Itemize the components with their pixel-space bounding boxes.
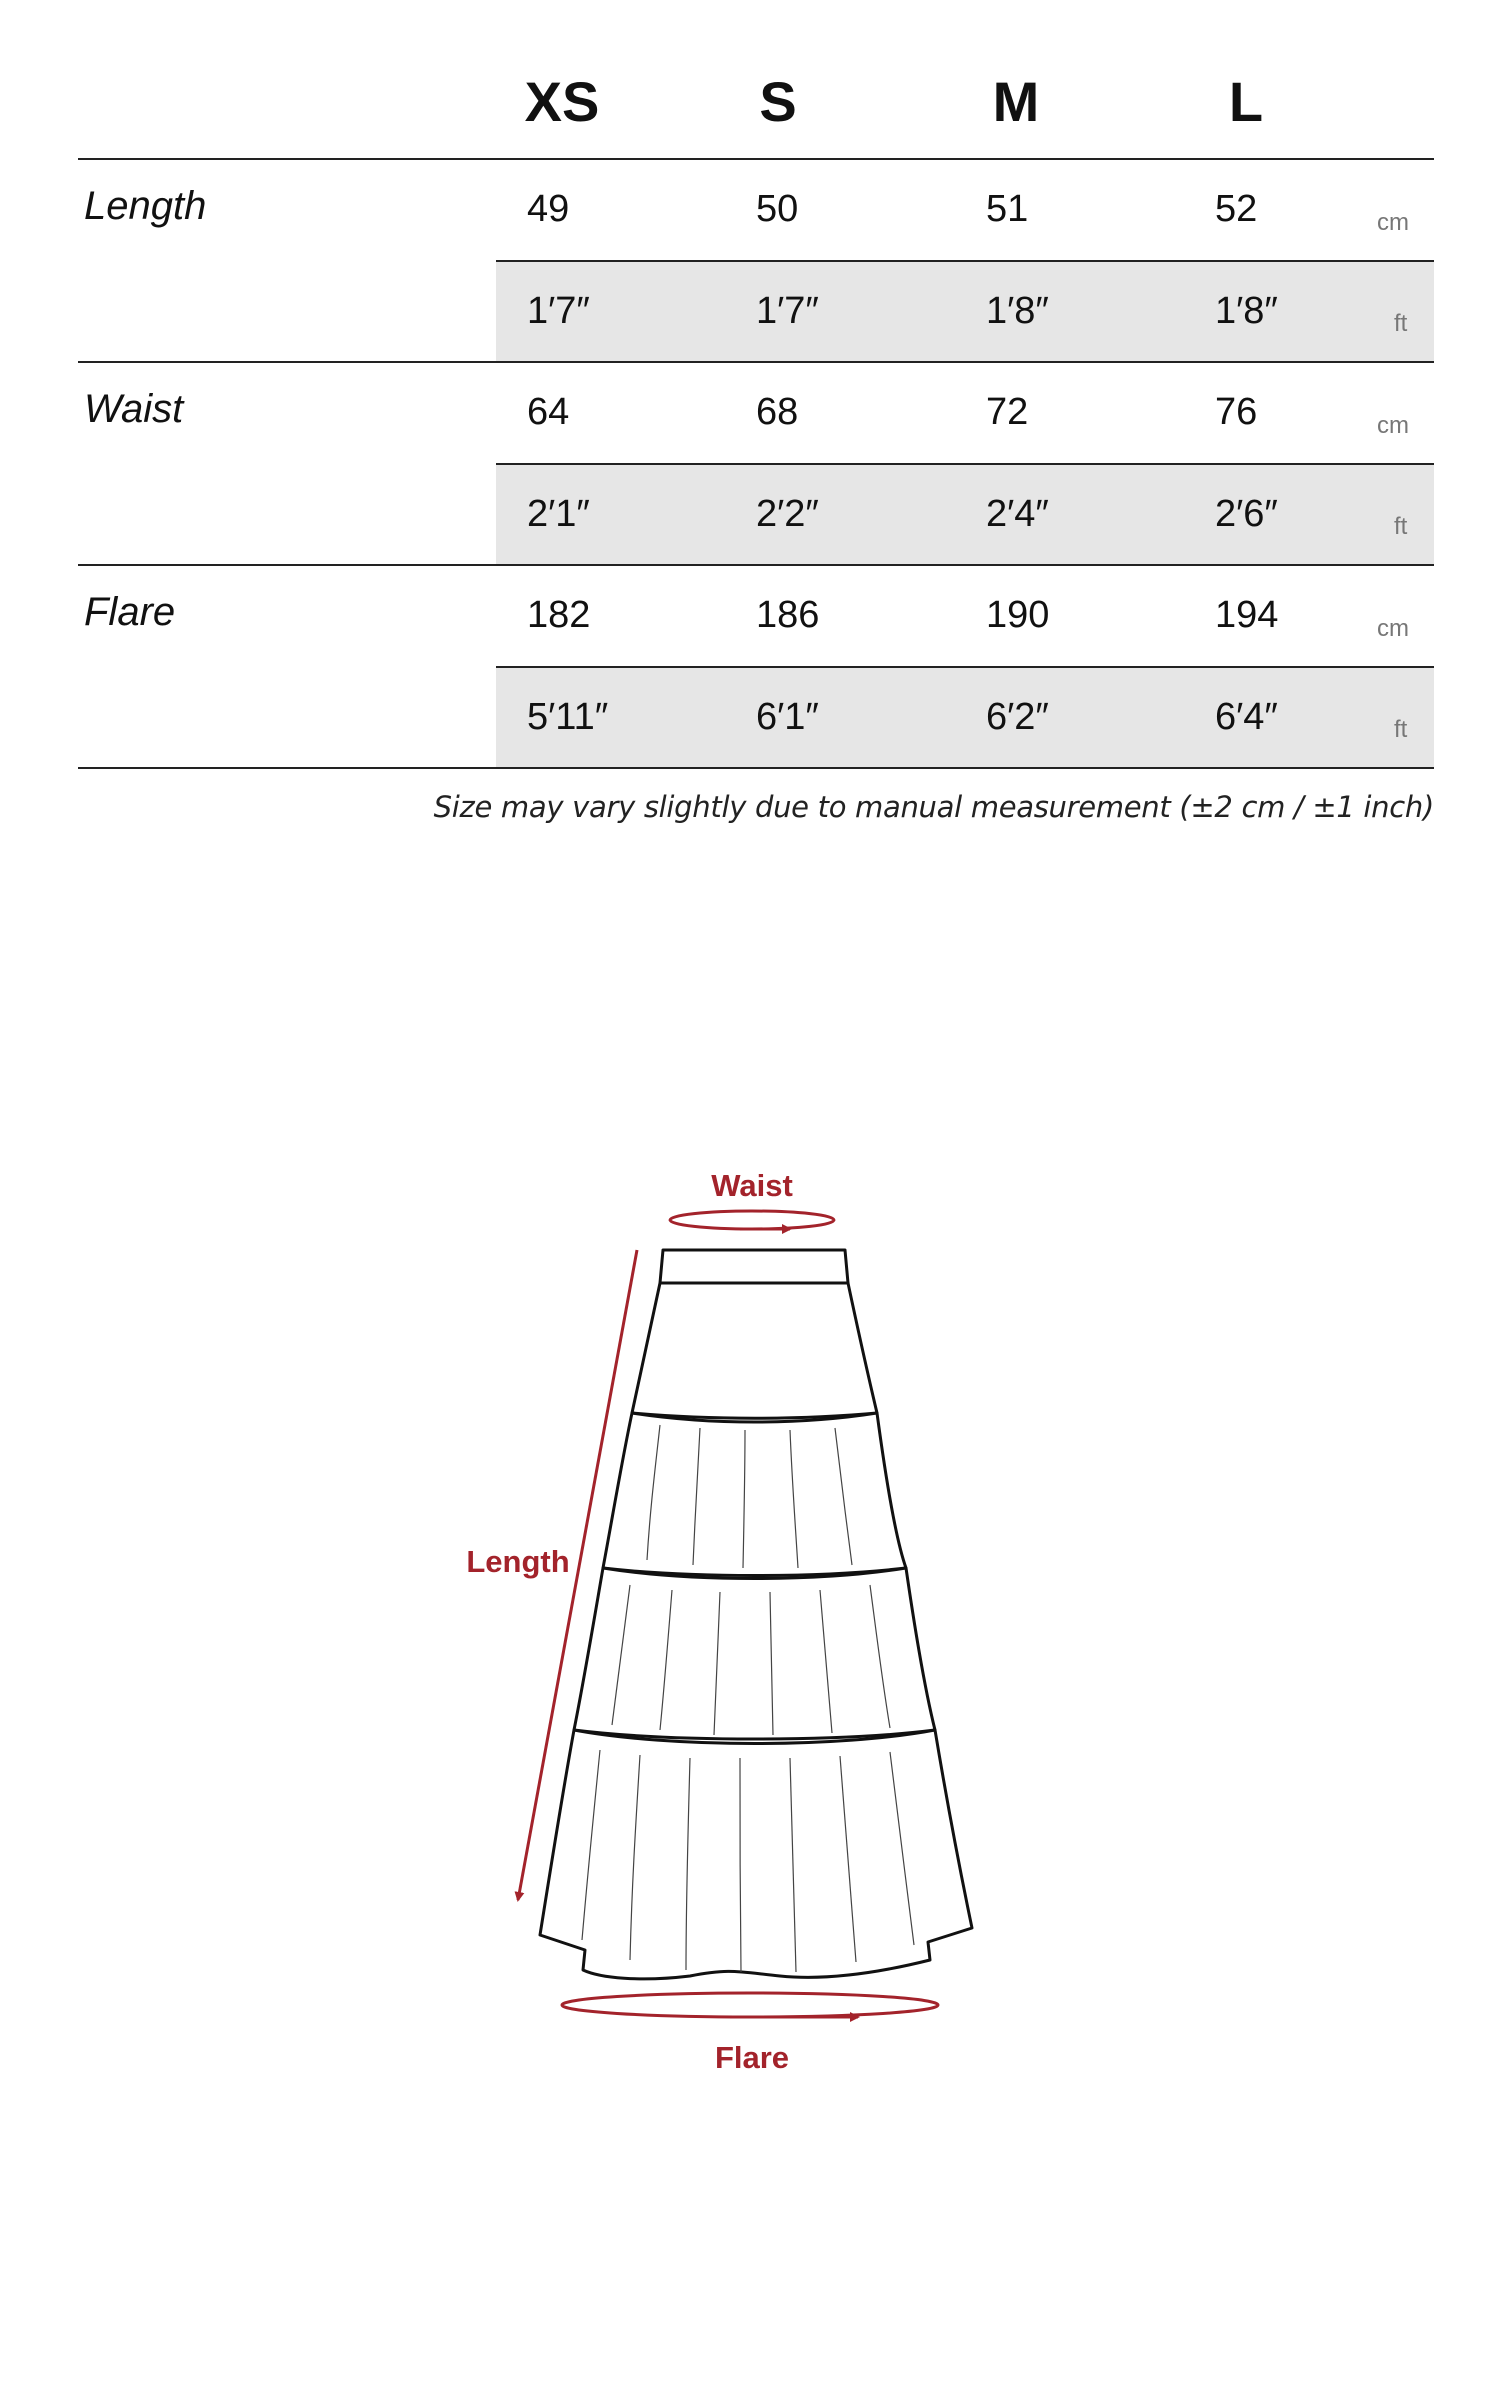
waist-cm-xs: 64 (527, 391, 570, 433)
length-label: Length (466, 1544, 570, 1579)
size-header-xs: XS (524, 70, 600, 133)
size-header-s: S (759, 70, 797, 133)
waist-ft-l: 2′6″ (1215, 493, 1278, 535)
flare-cm-s: 186 (756, 594, 820, 636)
flare-ft-xs: 5′11″ (527, 696, 609, 738)
divider-length (78, 361, 1434, 363)
unit-ft: ft (1394, 513, 1408, 540)
row-label-flare: Flare (84, 590, 176, 634)
waist-label: Waist (711, 1168, 793, 1203)
length-cm-m: 51 (986, 188, 1029, 230)
row-bg-waist-ft (496, 465, 1434, 565)
divider-waist (78, 564, 1434, 566)
unit-cm: cm (1377, 412, 1409, 439)
length-ft-m: 1′8″ (986, 290, 1049, 332)
row-label-waist: Waist (84, 387, 184, 431)
waist-ft-s: 2′2″ (756, 493, 819, 535)
waist-ft-xs: 2′1″ (527, 493, 590, 535)
divider-length-sub (496, 260, 1434, 262)
flare-cm-xs: 182 (527, 594, 591, 636)
divider-flare (78, 767, 1434, 769)
waist-cm-m: 72 (986, 391, 1029, 433)
length-cm-xs: 49 (527, 188, 570, 230)
skirt-drawing (540, 1250, 972, 1979)
divider-header (78, 158, 1434, 160)
row-label-length: Length (84, 184, 207, 228)
unit-cm: cm (1377, 615, 1409, 642)
flare-ft-s: 6′1″ (756, 696, 819, 738)
waist-cm-l: 76 (1215, 391, 1258, 433)
waist-arrow (670, 1211, 834, 1229)
flare-label: Flare (714, 2040, 790, 2075)
flare-ft-l: 6′4″ (1215, 696, 1278, 738)
flare-arrow (562, 1993, 938, 2017)
size-header-l: L (1228, 70, 1264, 133)
length-ft-s: 1′7″ (756, 290, 819, 332)
divider-flare-sub (496, 666, 1434, 668)
row-bg-length-ft (496, 262, 1434, 362)
length-cm-l: 52 (1215, 188, 1258, 230)
flare-ft-m: 6′2″ (986, 696, 1049, 738)
unit-ft: ft (1394, 716, 1408, 743)
flare-cm-m: 190 (986, 594, 1050, 636)
waist-ft-m: 2′4″ (986, 493, 1049, 535)
waist-cm-s: 68 (756, 391, 799, 433)
measurement-note: Size may vary slightly due to manual measurement (±2 cm / ±1 inch) (433, 790, 1434, 824)
divider-waist-sub (496, 463, 1434, 465)
row-bg-flare-ft (496, 668, 1434, 768)
skirt-diagram (0, 1100, 1500, 2100)
length-ft-l: 1′8″ (1215, 290, 1278, 332)
size-header-m: M (992, 70, 1040, 133)
length-cm-s: 50 (756, 188, 799, 230)
unit-ft: ft (1394, 310, 1408, 337)
flare-cm-l: 194 (1215, 594, 1279, 636)
unit-cm: cm (1377, 209, 1409, 236)
length-ft-xs: 1′7″ (527, 290, 590, 332)
